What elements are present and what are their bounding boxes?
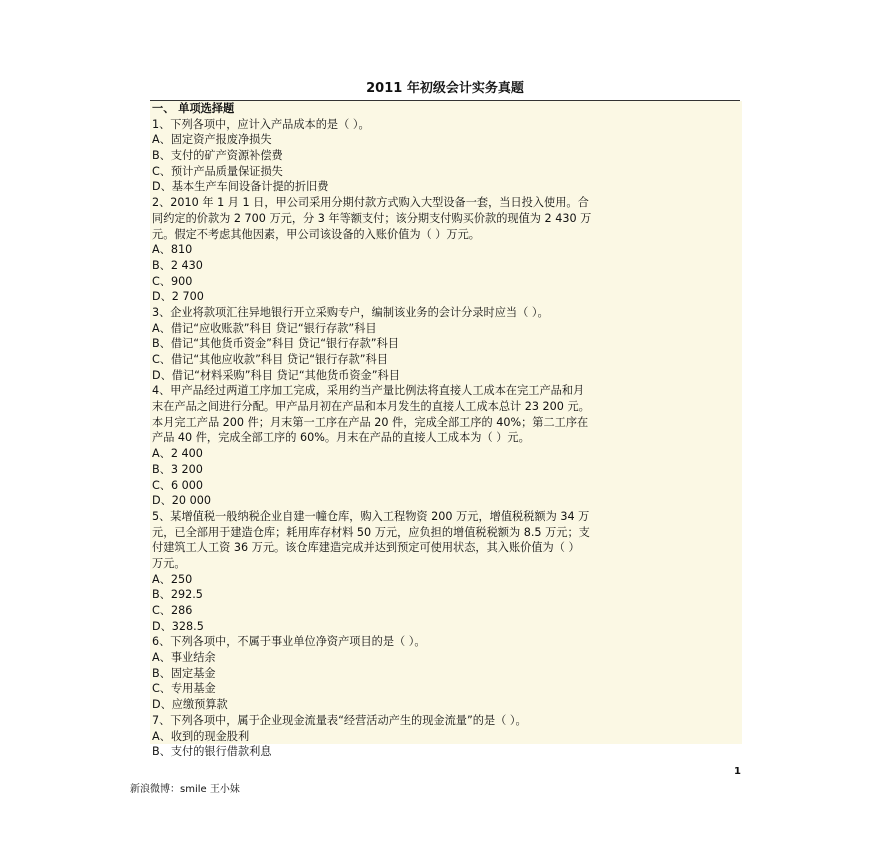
footer-credit: 新浪微博：smile 王小妹	[130, 784, 240, 795]
text-line: C、900	[150, 274, 742, 290]
page-number: 1	[734, 766, 741, 777]
text-line: A、借记“应收账款”科目 贷记“银行存款”科目	[150, 321, 742, 337]
text-line: 2、2010 年 1 月 1 日，甲公司采用分期付款方式购入大型设备一套，当日投入使用。合	[150, 195, 742, 211]
text-line: A、事业结余	[150, 650, 742, 666]
text-line: D、2 700	[150, 289, 742, 305]
question-body	[150, 101, 742, 760]
text-line: 元，已全部用于建造仓库；耗用库存材料 50 万元，应负担的增值税税额为 8.5 万元；支	[150, 525, 742, 541]
text-line: 同约定的价款为 2 700 万元，分 3 年等额支付；该分期支付购买价款的现值为 2 430 万	[150, 211, 742, 227]
text-line: 6、下列各项中，不属于事业单位净资产项目的是（ ）。	[150, 634, 742, 650]
text-line: 万元。	[150, 556, 742, 572]
text-line: C、预计产品质量保证损失	[150, 164, 742, 180]
text-line: C、专用基金	[150, 681, 742, 697]
text-line: B、支付的银行借款利息	[152, 745, 272, 759]
text-line: B、2 430	[150, 258, 742, 274]
text-line: 7、下列各项中，属于企业现金流量表“经营活动产生的现金流量”的是（ ）。	[150, 713, 742, 729]
document-title: 2011 年初级会计实务真题	[366, 81, 524, 96]
text-line: A、2 400	[150, 446, 742, 462]
text-line: D、328.5	[150, 619, 742, 635]
text-line: 本月完工产品 200 件；月末第一工序在产品 20 件，完成全部工序的 40%；第二工序在	[150, 415, 742, 431]
text-line: 产品 40 件，完成全部工序的 60%。月末在产品的直接人工成本为（ ）元。	[150, 430, 742, 446]
text-line: B、292.5	[150, 587, 742, 603]
text-line: 1、下列各项中，应计入产品成本的是（ ）。	[150, 117, 742, 133]
text-line: D、20 000	[150, 493, 742, 509]
text-line: 元。假定不考虑其他因素，甲公司该设备的入账价值为（ ）万元。	[150, 227, 742, 243]
text-line: C、6 000	[150, 478, 742, 494]
text-line: 5、某增值税一般纳税企业自建一幢仓库，购入工程物资 200 万元，增值税税额为 34 万	[150, 509, 742, 525]
text-line: C、286	[150, 603, 742, 619]
text-line: B、3 200	[150, 462, 742, 478]
text-line: 3、企业将款项汇往异地银行开立采购专户，编制该业务的会计分录时应当（ ）。	[150, 305, 742, 321]
text-line: B、支付的矿产资源补偿费	[150, 148, 742, 164]
text-line: D、应缴预算款	[150, 697, 742, 713]
text-line: A、810	[150, 242, 742, 258]
text-line: B、固定基金	[150, 666, 742, 682]
text-line: A、固定资产报废净损失	[150, 132, 742, 148]
text-line: 4、甲产品经过两道工序加工完成，采用约当产量比例法将直接人工成本在完工产品和月	[150, 383, 742, 399]
text-line: C、借记“其他应收款”科目 贷记“银行存款”科目	[150, 352, 742, 368]
text-line: A、250	[150, 572, 742, 588]
text-line: B、借记“其他货币资金”科目 贷记“银行存款”科目	[150, 336, 742, 352]
text-line: 付建筑工人工资 36 万元。该仓库建造完成并达到预定可使用状态，其入账价值为（ ）	[150, 540, 742, 556]
text-line: A、收到的现金股利	[150, 729, 742, 745]
section-heading: 一、 单项选择题	[150, 101, 742, 117]
text-line: 末在产品之间进行分配。甲产品月初在产品和本月发生的直接人工成本总计 23 200 元。	[150, 399, 742, 415]
text-line: D、借记“材料采购”科目 贷记“其他货币资金”科目	[150, 368, 742, 384]
text-line: D、基本生产车间设备计提的折旧费	[150, 179, 742, 195]
